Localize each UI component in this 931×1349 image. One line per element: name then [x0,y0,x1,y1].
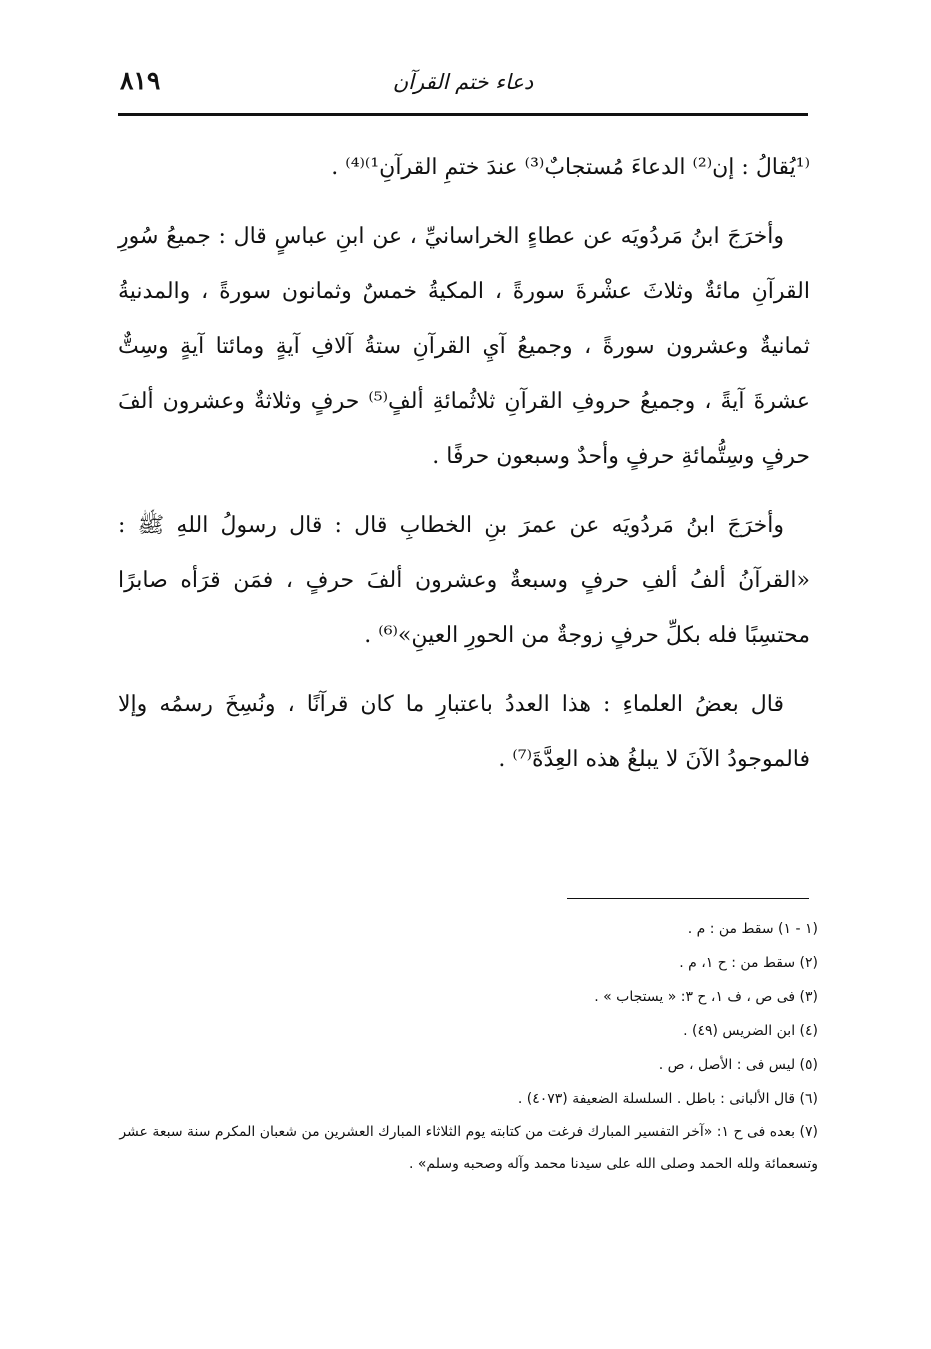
body-text [118,140,810,801]
footnote-5: (٥) ليس فى : الأصل ، ص . [658,1057,818,1073]
footnote-6: (٦) قال الألبانى : باطل . السلسلة الضعيفة (٤٠٧٣) . [517,1091,818,1107]
page-number: ٨١٩ [120,66,161,95]
footnote-4: (٤) ابن الضريس (٤٩) . [683,1023,818,1039]
footnote-7: (٧) بعده فى ح ١: «آخر التفسير المبارك فرغت من كتابته يوم الثلاثاء المبارك العشرين من شعبان المكرم سنة سبعة عشر وتسعمائة ولله الحمد وصلى الله على سيدنا محمد وآله وصحبه وسلم» . [119,1124,818,1172]
footnote-rule [567,898,809,899]
page-header [118,66,808,106]
running-title: دعاء ختم القرآن [392,70,534,94]
footnote-1: (١ - ١) سقط من : م . [687,921,818,937]
footnote-3: (٣) فى ص ، ف ١، ح ٣: « يستجاب » . [594,989,818,1005]
footnotes [118,912,818,1180]
paragraph-2: وأخرَجَ ابنُ مَردُويَه عن عطاءٍ الخراسانيِّ ، عن ابنِ عباسٍ قال : جميعُ سُورِ القرآنِ مائةٌ وثلاثَ عشْرةَ سورةً ، المكيةُ خمسٌ وثمانون سورةً ، والمدنيةُ ثمانيةٌ وعشرون سورةً ، وجميعُ آيِ القرآنِ ستةُ آلافِ آيةٍ ومائتا آيةٍ وسِتٌّ عشرةَ آيةً ، وجميعُ حروفِ القرآنِ ثلاثُمائةِ ألفٍ⁽⁵⁾ حرفٍ وثلاثةٌ وعشرون ألفَ حرفٍ وسِتُّمائةِ حرفٍ وأحدٌ وسبعون حرفًا . [118,224,810,469]
footnote-2: (٢) سقط من : ح ١، م . [679,955,818,971]
paragraph-1: ⁽¹يُقالُ : إن⁽²⁾ الدعاءَ مُستجابٌ⁽³⁾ عندَ ختمِ القرآنِ¹⁾⁽⁴⁾ . [331,155,810,180]
header-rule [118,113,808,116]
paragraph-4: قال بعضُ العلماءِ : هذا العددُ باعتبارِ ما كان قرآنًا ، ونُسِخَ رسمُه وإلا فالموجودُ الآنَ لا يبلغُ هذه العِدَّةَ⁽⁷⁾ . [118,692,810,772]
paragraph-3: وأخرَجَ ابنُ مَردُويَه عن عمرَ بنِ الخطابِ قال : قال رسولُ اللهِ ﷺ : «القرآنُ ألفُ ألفِ حرفٍ وسبعةٌ وعشرون ألفَ حرفٍ ، فمَن قرَأه صابرًا محتسِبًا فله بكلِّ حرفٍ زوجةٌ من الحورِ العينِ»⁽⁶⁾ . [118,513,810,648]
